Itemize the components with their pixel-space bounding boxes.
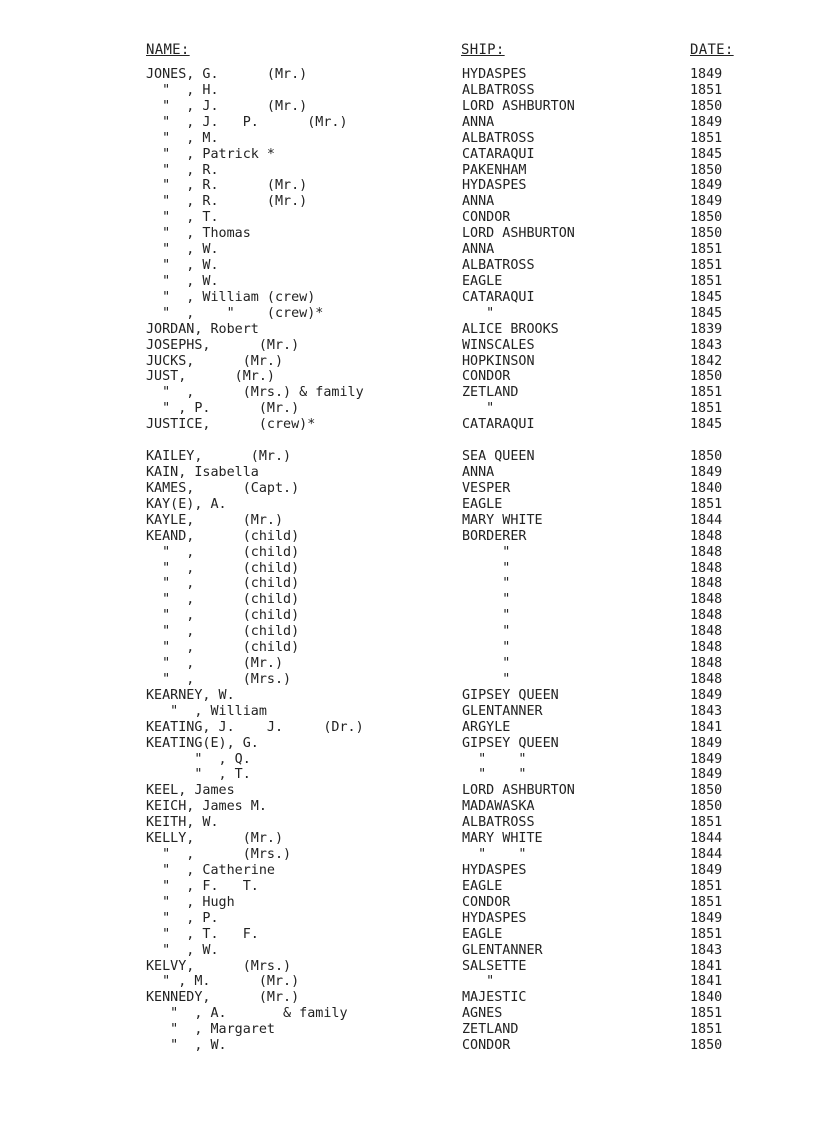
cell-ship: " <box>462 624 511 640</box>
table-row <box>0 385 816 401</box>
cell-date: 1851 <box>690 130 723 146</box>
column-header-ship: SHIP: <box>461 42 505 58</box>
cell-date: 1849 <box>690 735 723 751</box>
cell-ship: ARGYLE <box>462 719 511 735</box>
table-row <box>0 545 816 561</box>
cell-date: 1849 <box>690 863 723 878</box>
cell-ship: LORD ASHBURTON <box>462 226 575 242</box>
cell-date: 1844 <box>690 831 723 847</box>
cell-name: " , (Mr.) <box>146 656 284 672</box>
cell-name: KELVY, (Mrs.) <box>146 958 292 974</box>
cell-ship: EAGLE <box>462 496 503 512</box>
cell-name: " , H. <box>146 82 219 98</box>
cell-name: " , R. <box>146 162 219 178</box>
cell-date: 1851 <box>690 815 723 831</box>
cell-ship: EAGLE <box>462 273 503 289</box>
cell-ship: EAGLE <box>462 878 503 894</box>
cell-name: KELLY, (Mr.) <box>146 831 284 847</box>
cell-date: 1848 <box>690 656 723 672</box>
cell-date: 1845 <box>690 289 723 305</box>
cell-name: " , (child) <box>146 592 300 608</box>
cell-ship: AGNES <box>462 1006 503 1022</box>
cell-name: KEATING, J. J. (Dr.) <box>146 719 364 735</box>
table-row <box>0 608 816 624</box>
table-row <box>0 147 816 163</box>
cell-name: KAY(E), A. <box>146 496 227 512</box>
cell-name: " , William <box>146 703 267 719</box>
cell-date: 1849 <box>690 767 723 783</box>
cell-date: 1848 <box>690 528 723 544</box>
cell-name: " , T. <box>146 210 219 226</box>
table-row <box>0 194 816 210</box>
cell-ship: " <box>462 608 511 624</box>
cell-ship: " " <box>462 767 527 783</box>
cell-ship: " <box>462 576 511 592</box>
cell-name: JUCKS, (Mr.) <box>146 353 284 369</box>
cell-ship: " <box>462 656 511 672</box>
cell-name: " , M. <box>146 130 219 146</box>
cell-name: " , R. (Mr.) <box>146 194 308 210</box>
table-row <box>0 911 816 927</box>
table-row <box>0 561 816 577</box>
cell-date: 1840 <box>690 990 723 1006</box>
cell-ship: GIPSEY QUEEN <box>462 735 559 751</box>
table-row <box>0 974 816 990</box>
table-row <box>0 99 816 115</box>
cell-date: 1849 <box>690 465 723 480</box>
cell-ship: HYDASPES <box>462 67 527 82</box>
cell-date: 1849 <box>690 114 723 130</box>
cell-ship: EAGLE <box>462 926 503 942</box>
cell-name: " , (child) <box>146 624 300 640</box>
cell-date: 1848 <box>690 560 723 576</box>
cell-ship: " <box>462 974 495 990</box>
cell-name: " , (Mrs.) <box>146 671 292 687</box>
cell-ship: HYDASPES <box>462 863 527 878</box>
table-row <box>0 513 816 529</box>
cell-date: 1851 <box>690 894 723 910</box>
table-row <box>0 115 816 131</box>
cell-date: 1843 <box>690 703 723 719</box>
cell-date: 1850 <box>690 1038 723 1054</box>
cell-name: " , W. <box>146 258 219 274</box>
cell-date: 1850 <box>690 799 723 815</box>
table-row <box>0 1006 816 1022</box>
table-row <box>0 688 816 704</box>
table-row <box>0 736 816 752</box>
cell-name: " , P. (Mr.) <box>146 401 300 417</box>
table-row <box>0 178 816 194</box>
table-row <box>0 704 816 720</box>
table-row <box>0 847 816 863</box>
cell-date: 1848 <box>690 671 723 687</box>
cell-name: " , (Mrs.) & family <box>146 385 364 401</box>
cell-name: " , R. (Mr.) <box>146 178 308 194</box>
cell-name: " , J. (Mr.) <box>146 98 308 114</box>
cell-name: JUSTICE, (crew)* <box>146 417 316 433</box>
table-row <box>0 465 816 481</box>
cell-name: " , Hugh <box>146 894 235 910</box>
cell-date: 1845 <box>690 305 723 321</box>
cell-ship: SEA QUEEN <box>462 449 535 465</box>
cell-ship: " " <box>462 751 527 767</box>
cell-date: 1849 <box>690 178 723 194</box>
cell-ship: WINSCALES <box>462 337 535 353</box>
table-row <box>0 1038 816 1054</box>
cell-name: " , W. <box>146 1038 227 1054</box>
table-row <box>0 879 816 895</box>
table-row <box>0 163 816 179</box>
cell-ship: MADAWASKA <box>462 799 535 815</box>
table-row <box>0 369 816 385</box>
cell-name: " , F. T. <box>146 878 259 894</box>
cell-ship: " <box>462 592 511 608</box>
table-row <box>0 497 816 513</box>
cell-date: 1845 <box>690 417 723 433</box>
cell-name: KEITH, W. <box>146 815 219 831</box>
cell-ship: CATARAQUI <box>462 146 535 162</box>
table-row <box>0 354 816 370</box>
table-row <box>0 481 816 497</box>
cell-date: 1848 <box>690 640 723 656</box>
table-row <box>0 131 816 147</box>
cell-date: 1841 <box>690 958 723 974</box>
table-row <box>0 258 816 274</box>
cell-date: 1851 <box>690 82 723 98</box>
cell-name: " , A. & family <box>146 1006 348 1022</box>
cell-ship: ANNA <box>462 194 495 210</box>
cell-name: " , P. <box>146 910 219 926</box>
cell-name: KEEL, James <box>146 783 235 799</box>
table-row <box>0 863 816 879</box>
cell-ship: ALBATROSS <box>462 258 535 274</box>
cell-date: 1841 <box>690 719 723 735</box>
cell-name: " , T. <box>146 767 251 783</box>
cell-ship: CATARAQUI <box>462 417 535 433</box>
table-row <box>0 529 816 545</box>
cell-ship: GLENTANNER <box>462 942 543 958</box>
table-row <box>0 1022 816 1038</box>
cell-ship: CONDOR <box>462 369 511 385</box>
cell-name: " , W. <box>146 242 219 258</box>
cell-date: 1851 <box>690 258 723 274</box>
cell-date: 1848 <box>690 608 723 624</box>
cell-name: " , Catherine <box>146 863 275 878</box>
cell-date: 1844 <box>690 847 723 863</box>
cell-date: 1851 <box>690 1022 723 1038</box>
cell-name: KEICH, James M. <box>146 799 267 815</box>
cell-ship: ANNA <box>462 242 495 258</box>
cell-date: 1849 <box>690 194 723 210</box>
table-row <box>0 433 816 449</box>
cell-name: " , William (crew) <box>146 289 316 305</box>
cell-ship: " <box>462 671 511 687</box>
cell-ship: ZETLAND <box>462 1022 519 1038</box>
cell-name: KAILEY, (Mr.) <box>146 449 292 465</box>
cell-date: 1850 <box>690 783 723 799</box>
cell-ship: MARY WHITE <box>462 831 543 847</box>
cell-date: 1849 <box>690 67 723 82</box>
cell-name: KEARNEY, W. <box>146 687 235 703</box>
table-row <box>0 67 816 83</box>
cell-date: 1851 <box>690 1006 723 1022</box>
cell-ship: HYDASPES <box>462 178 527 194</box>
cell-name: " , (child) <box>146 560 300 576</box>
cell-ship: ANNA <box>462 114 495 130</box>
cell-date: 1850 <box>690 369 723 385</box>
cell-ship: " <box>462 640 511 656</box>
cell-date: 1851 <box>690 242 723 258</box>
cell-name: KAYLE, (Mr.) <box>146 512 284 528</box>
table-row <box>0 576 816 592</box>
cell-ship: ALICE BROOKS <box>462 321 559 337</box>
table-row <box>0 83 816 99</box>
cell-date: 1851 <box>690 496 723 512</box>
cell-ship: ALBATROSS <box>462 815 535 831</box>
cell-ship: HOPKINSON <box>462 353 535 369</box>
cell-date: 1850 <box>690 210 723 226</box>
cell-name: KAIN, Isabella <box>146 465 259 480</box>
table-row <box>0 401 816 417</box>
cell-ship: ALBATROSS <box>462 82 535 98</box>
cell-ship: CONDOR <box>462 210 511 226</box>
cell-ship: ZETLAND <box>462 385 519 401</box>
cell-ship: ALBATROSS <box>462 130 535 146</box>
cell-date: 1841 <box>690 974 723 990</box>
cell-date: 1839 <box>690 321 723 337</box>
column-header-date: DATE: <box>690 42 734 58</box>
table-row <box>0 959 816 975</box>
cell-date: 1848 <box>690 592 723 608</box>
cell-name: " , (child) <box>146 640 300 656</box>
cell-ship: LORD ASHBURTON <box>462 98 575 114</box>
cell-date: 1851 <box>690 385 723 401</box>
table-row <box>0 990 816 1006</box>
table-row <box>0 927 816 943</box>
table-row <box>0 449 816 465</box>
table-row <box>0 783 816 799</box>
table-row <box>0 640 816 656</box>
cell-date: 1843 <box>690 942 723 958</box>
cell-date: 1851 <box>690 401 723 417</box>
cell-name: " , Patrick * <box>146 146 275 162</box>
cell-name: " , J. P. (Mr.) <box>146 114 348 130</box>
cell-name: " , T. F. <box>146 926 259 942</box>
table-row <box>0 242 816 258</box>
cell-name: JONES, G. (Mr.) <box>146 67 308 82</box>
table-row <box>0 210 816 226</box>
cell-date: 1849 <box>690 687 723 703</box>
cell-ship: SALSETTE <box>462 958 527 974</box>
table-row <box>0 417 816 433</box>
cell-ship: ANNA <box>462 465 495 480</box>
table-row <box>0 831 816 847</box>
table-row <box>0 895 816 911</box>
cell-name: " , (child) <box>146 576 300 592</box>
cell-date: 1850 <box>690 162 723 178</box>
cell-name: " , W. <box>146 273 219 289</box>
cell-name: " , (Mrs.) <box>146 847 292 863</box>
cell-name: " , Margaret <box>146 1022 275 1038</box>
cell-ship: " <box>462 401 495 417</box>
cell-ship: CONDOR <box>462 894 511 910</box>
cell-ship: VESPER <box>462 480 511 496</box>
cell-date: 1849 <box>690 910 723 926</box>
table-row <box>0 672 816 688</box>
cell-date: 1840 <box>690 480 723 496</box>
cell-name: " , (child) <box>146 544 300 560</box>
cell-ship: MARY WHITE <box>462 512 543 528</box>
table-row <box>0 943 816 959</box>
cell-ship: " " <box>462 847 527 863</box>
table-row <box>0 815 816 831</box>
cell-date: 1849 <box>690 751 723 767</box>
cell-name: " , W. <box>146 942 219 958</box>
cell-ship: " <box>462 305 495 321</box>
cell-date: 1851 <box>690 878 723 894</box>
table-row <box>0 656 816 672</box>
cell-date: 1850 <box>690 98 723 114</box>
table-row <box>0 752 816 768</box>
cell-ship: GLENTANNER <box>462 703 543 719</box>
cell-name: KEATING(E), G. <box>146 735 259 751</box>
table-row <box>0 226 816 242</box>
cell-name: " , M. (Mr.) <box>146 974 300 990</box>
cell-ship: LORD ASHBURTON <box>462 783 575 799</box>
cell-ship: " <box>462 544 511 560</box>
cell-date: 1843 <box>690 337 723 353</box>
table-row <box>0 720 816 736</box>
cell-ship: GIPSEY QUEEN <box>462 687 559 703</box>
cell-date: 1851 <box>690 926 723 942</box>
cell-name: JOSEPHS, (Mr.) <box>146 337 300 353</box>
table-row <box>0 799 816 815</box>
table-row <box>0 306 816 322</box>
table-row <box>0 322 816 338</box>
column-header-name: NAME: <box>146 42 190 58</box>
cell-ship: CONDOR <box>462 1038 511 1054</box>
cell-ship: CATARAQUI <box>462 289 535 305</box>
cell-name: " , " (crew)* <box>146 305 324 321</box>
table-row <box>0 338 816 354</box>
cell-date: 1850 <box>690 449 723 465</box>
cell-date: 1851 <box>690 273 723 289</box>
cell-date: 1844 <box>690 512 723 528</box>
cell-date: 1848 <box>690 544 723 560</box>
cell-ship: PAKENHAM <box>462 162 527 178</box>
cell-date: 1850 <box>690 226 723 242</box>
cell-date: 1848 <box>690 576 723 592</box>
table-row <box>0 767 816 783</box>
cell-date: 1845 <box>690 146 723 162</box>
cell-ship: HYDASPES <box>462 910 527 926</box>
cell-name: JUST, (Mr.) <box>146 369 275 385</box>
cell-name: KAMES, (Capt.) <box>146 480 300 496</box>
table-row <box>0 592 816 608</box>
cell-date: 1848 <box>690 624 723 640</box>
cell-name: KENNEDY, (Mr.) <box>146 990 300 1006</box>
cell-name: KEAND, (child) <box>146 528 300 544</box>
table-row <box>0 290 816 306</box>
cell-ship: BORDERER <box>462 528 527 544</box>
cell-name: JORDAN, Robert <box>146 321 259 337</box>
table-row <box>0 624 816 640</box>
cell-date: 1842 <box>690 353 723 369</box>
table-row <box>0 274 816 290</box>
cell-name: " , Q. <box>146 751 251 767</box>
cell-ship: " <box>462 560 511 576</box>
cell-name: " , Thomas <box>146 226 251 242</box>
cell-name: " , (child) <box>146 608 300 624</box>
cell-ship: MAJESTIC <box>462 990 527 1006</box>
